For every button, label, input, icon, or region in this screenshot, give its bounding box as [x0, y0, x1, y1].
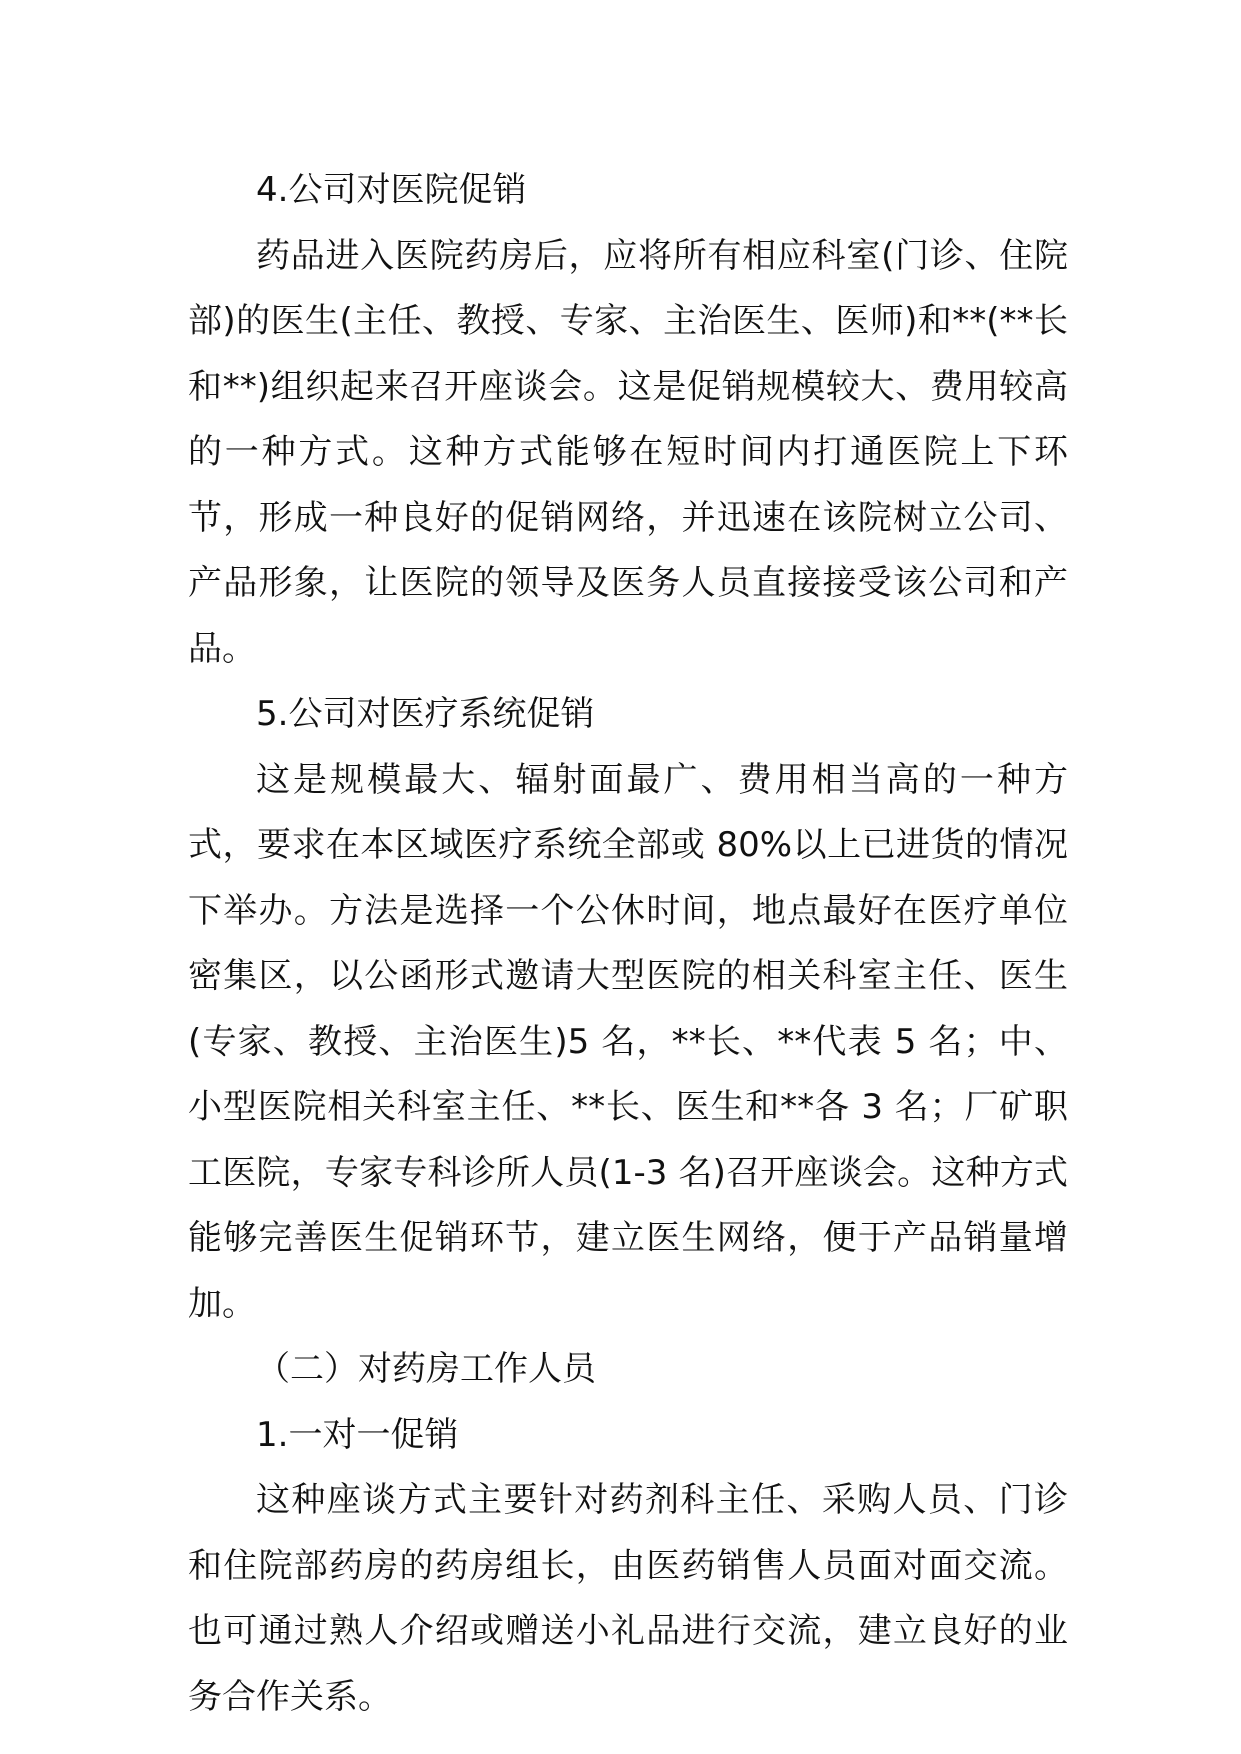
section-heading-one-on-one: 1.一对一促销 [256, 1414, 459, 1455]
section-heading-hospital-promotion: 4.公司对医院促销 [256, 170, 527, 210]
section-heading-medical-system-promotion: 5.公司对医疗系统促销 [256, 694, 595, 734]
body-paragraph-one-on-one: 这种座谈方式主要针对药剂科主任、采购人员、门诊和住院部药房的药房组长，由医药销售人员面对面交流。也可通过熟人介绍或赠送小礼品进行交流，建立良好的业务合作关系。 [188, 1480, 1068, 1717]
section-heading-pharmacy-staff: （二）对药房工作人员 [256, 1349, 596, 1389]
body-paragraph-hospital-promotion: 药品进入医院药房后，应将所有相应科室(门诊、住院部)的医生(主任、教授、专家、主治医生、医师)和**(**长和**)组织起来召开座谈会。这是促销规模较大、费用较高的一种方式。这种方式能够在短时间内打通医院上下环节，形成一种良好的促销网络，并迅速在该院树立公司、产品形象，让医院的领导及医务人员直接接受该公司和产品。 [188, 235, 1068, 669]
document-body [188, 158, 1068, 1730]
body-paragraph-medical-system-promotion: 这是规模最大、辐射面最广、费用相当高的一种方式，要求在本区域医疗系统全部或 80%以上已进货的情况下举办。方法是选择一个公休时间，地点最好在医疗单位密集区，以公函形式邀请大型医院的相关科室主任、医生(专家、教授、主治医生)5 名，**长、**代表 5 名；中、小型医院相关科室主任、**长、医生和**各 3 名；厂矿职工医院，专家专科诊所人员(1-3 名)召开座谈会。这种方式能够完善医生促销环节，建立医生网络，便于产品销量增加。 [188, 759, 1068, 1324]
